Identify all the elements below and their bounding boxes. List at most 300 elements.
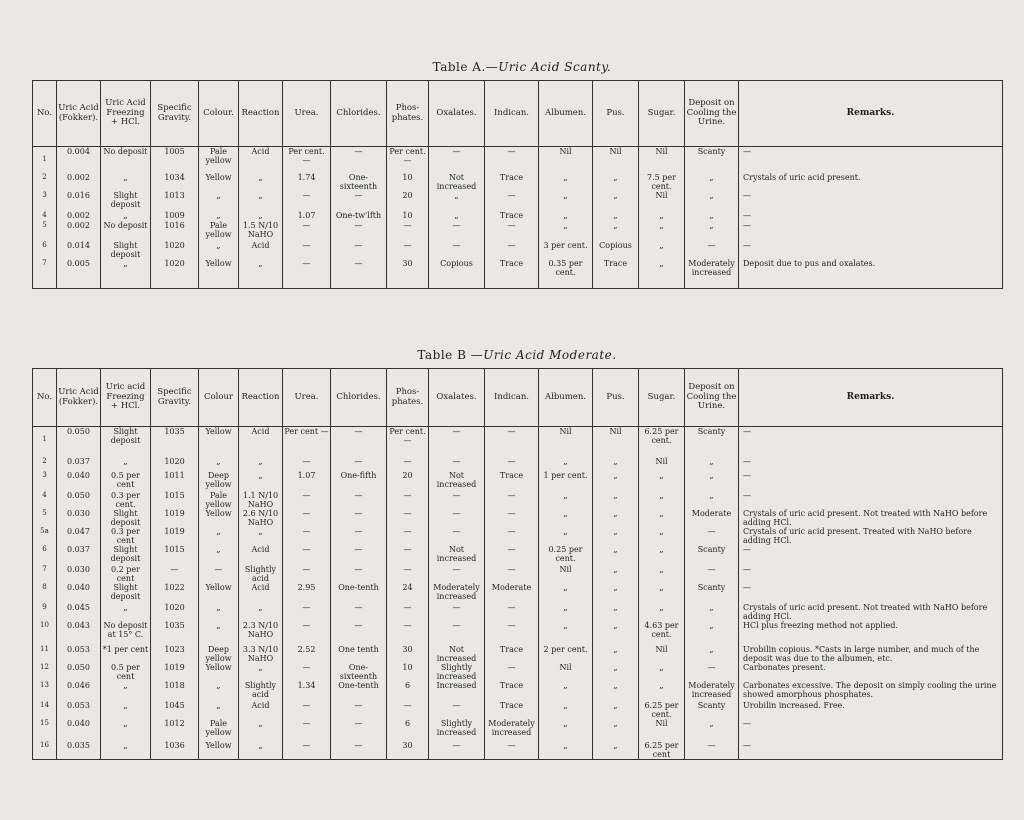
tableB-cell-deposit-on-cooling-the-urine	[685, 427, 739, 457]
tableB-cell-specific-gravity	[151, 621, 199, 645]
cell-text: 30	[402, 644, 413, 654]
tableB-cell-albumen	[539, 545, 593, 565]
tableA-cell-specific-gravity	[151, 147, 199, 173]
tableB-cell-sugar	[639, 545, 685, 565]
cell-text: —	[403, 564, 412, 574]
tableA-cell-albumen	[539, 147, 593, 173]
cell-text: „	[659, 508, 664, 518]
tableA-cell-uric-acid-fokker	[57, 259, 101, 289]
tableB-cell-phos-phates	[387, 427, 429, 457]
cell-text: „	[216, 680, 221, 690]
cell-text: —	[452, 456, 461, 466]
tableB-cell-oxalates	[429, 645, 485, 663]
tableB-cell-specific-gravity	[151, 491, 199, 509]
cell-text: „	[258, 172, 263, 182]
tableB-cell-phos-phates	[387, 719, 429, 741]
tableB-cell-chlorides	[331, 509, 387, 527]
tableA-cell-remarks	[739, 173, 1003, 191]
cell-text: Nil	[655, 456, 668, 466]
tableA-cell-albumen	[539, 221, 593, 241]
table-row	[33, 191, 1003, 211]
tableB-cell-pus	[593, 701, 639, 719]
cell-text: „	[123, 172, 128, 182]
tableA-cell-uric-acid-freezing-hcl	[101, 147, 151, 173]
tableB-cell-reaction	[239, 603, 283, 621]
tableB-cell-pus	[593, 583, 639, 603]
tableB-cell-reaction	[239, 681, 283, 701]
table-a	[32, 80, 1003, 289]
cell-text: 0.040	[67, 582, 90, 592]
tableB-cell-albumen	[539, 621, 593, 645]
table-row	[33, 565, 1003, 583]
tableB-cell-specific-gravity	[151, 565, 199, 583]
tableB-cell-colour	[199, 491, 239, 509]
tableA-cell-albumen	[539, 173, 593, 191]
tableB-cell-sugar	[639, 603, 685, 621]
cell-text: „	[563, 680, 568, 690]
cell-text: —	[403, 490, 412, 500]
tableB-cell-uric-acid-fokker	[57, 545, 101, 565]
tableB-cell-pus	[593, 427, 639, 457]
tableA-cell-oxalates	[429, 147, 485, 173]
cell-text: 10	[402, 210, 413, 220]
table-row	[33, 603, 1003, 621]
tableA-header-pus: Pus.	[593, 81, 639, 147]
cell-text: 10	[402, 172, 413, 182]
cell-text: Slightly acid	[244, 564, 277, 583]
tableB-cell-indican	[485, 645, 539, 663]
cell-text: Trace	[499, 172, 524, 182]
tableA-cell-phos-phates	[387, 147, 429, 173]
tableB-cell-sugar	[639, 583, 685, 603]
tableA-header-sugar: Sugar.	[639, 81, 685, 147]
cell-text: 5a	[40, 526, 49, 535]
tableB-cell-chlorides	[331, 471, 387, 491]
tableA-cell-remarks	[739, 211, 1003, 221]
table-a-title	[10, 60, 1024, 74]
cell-text: —	[743, 427, 751, 436]
cell-text: —	[302, 508, 311, 518]
cell-text: —	[354, 490, 363, 500]
tableB-cell-colour	[199, 681, 239, 701]
cell-text: „	[258, 190, 263, 200]
tableB-cell-specific-gravity	[151, 457, 199, 471]
cell-text: 1018	[164, 680, 185, 690]
cell-text: 4	[42, 490, 47, 499]
cell-text: 6	[42, 544, 47, 553]
tableB-cell-chlorides	[331, 603, 387, 621]
cell-text: —	[707, 740, 716, 750]
cell-text: —	[707, 662, 716, 672]
tableB-cell-sugar	[639, 645, 685, 663]
tableA-cell-urea	[283, 221, 331, 241]
cell-text: —	[403, 602, 412, 612]
cell-text: 2.52	[297, 644, 316, 654]
cell-text: —	[507, 508, 516, 518]
cell-text: —	[743, 490, 751, 500]
tableB-cell-reaction	[239, 719, 283, 741]
cell-text: Moderately increased	[488, 718, 535, 737]
tableB-cell-uric-acid-fokker	[57, 645, 101, 663]
cell-text: „	[563, 172, 568, 182]
cell-text: 1005	[164, 147, 185, 156]
cell-text: —	[354, 740, 363, 750]
cell-text: 0.016	[67, 190, 90, 200]
tableA-cell-colour	[199, 221, 239, 241]
tableB-cell-urea	[283, 545, 331, 565]
cell-text: „	[258, 470, 263, 480]
tableB-cell-specific-gravity	[151, 741, 199, 760]
tableB-cell-reaction	[239, 427, 283, 457]
cell-text: —	[507, 427, 516, 436]
tableB-cell-uric-acid-fokker	[57, 621, 101, 645]
tableB-cell-urea	[283, 603, 331, 621]
cell-text: —	[354, 147, 363, 156]
table-row	[33, 527, 1003, 545]
cell-text: Pale yellow	[205, 718, 232, 737]
cell-text: Per cent. —	[389, 427, 426, 445]
cell-text: „	[659, 680, 664, 690]
tableA-cell-reaction	[239, 259, 283, 289]
tableB-cell-oxalates	[429, 565, 485, 583]
cell-text: Moderately increased	[433, 582, 480, 601]
cell-text: —	[452, 427, 461, 436]
cell-text: Scanty	[697, 700, 726, 710]
cell-text: Nil	[655, 644, 668, 654]
cell-text: 3 per cent.	[543, 240, 588, 250]
tableB-cell-sugar	[639, 565, 685, 583]
cell-text: „	[216, 700, 221, 710]
cell-text: „	[216, 544, 221, 554]
cell-text: 1035	[164, 620, 185, 630]
tableB-cell-reaction	[239, 527, 283, 545]
table-row	[33, 471, 1003, 491]
cell-text: 1016	[164, 220, 185, 230]
cell-text: —	[743, 456, 751, 466]
cell-text: —	[302, 456, 311, 466]
cell-text: 1015	[164, 490, 185, 500]
tableA-cell-indican	[485, 173, 539, 191]
cell-text: —	[302, 620, 311, 630]
tableB-cell-uric-acid-fokker	[57, 509, 101, 527]
cell-text: Copious	[440, 258, 473, 268]
cell-text: —	[707, 564, 716, 574]
cell-text: „	[563, 526, 568, 536]
cell-text: „	[454, 210, 459, 220]
cell-text: —	[354, 718, 363, 728]
table-a-title-em: Uric Acid Scanty.	[498, 60, 612, 74]
tableA-cell-no	[33, 221, 57, 241]
cell-text: —	[507, 526, 516, 536]
table-row	[33, 509, 1003, 527]
cell-text: 0.043	[67, 620, 90, 630]
tableB-cell-uric-acid-freezing-hcl	[101, 701, 151, 719]
tableA-cell-oxalates	[429, 221, 485, 241]
cell-text: Nil	[655, 190, 668, 200]
cell-text: Slight deposit	[110, 582, 141, 601]
tableB-cell-oxalates	[429, 741, 485, 760]
cell-text: —	[354, 258, 363, 268]
tableB-cell-pus	[593, 645, 639, 663]
tableB-cell-uric-acid-fokker	[57, 491, 101, 509]
cell-text: 1045	[164, 700, 185, 710]
cell-text: —	[452, 220, 461, 230]
cell-text: „	[613, 602, 618, 612]
tableB-cell-deposit-on-cooling-the-urine	[685, 681, 739, 701]
tableB-cell-pus	[593, 491, 639, 509]
cell-text: —	[403, 508, 412, 518]
cell-text: 1 per cent.	[543, 470, 588, 480]
cell-text: 0.046	[67, 680, 90, 690]
cell-text: One-fifth	[340, 470, 377, 480]
cell-text: —	[403, 456, 412, 466]
table-b-title-prefix: Table B —	[417, 348, 484, 362]
cell-text: Trace	[603, 258, 628, 268]
tableB-cell-remarks	[739, 471, 1003, 491]
tableB-cell-specific-gravity	[151, 681, 199, 701]
cell-text: 1015	[164, 544, 185, 554]
cell-text: 1035	[164, 427, 185, 436]
cell-text: —	[354, 456, 363, 466]
tableB-cell-deposit-on-cooling-the-urine	[685, 491, 739, 509]
tableB-cell-indican	[485, 663, 539, 681]
tableB-cell-pus	[593, 545, 639, 565]
tableB-cell-colour	[199, 621, 239, 645]
tableA-cell-phos-phates	[387, 173, 429, 191]
cell-text: —	[170, 564, 179, 574]
tableB-cell-colour	[199, 645, 239, 663]
tableA-cell-sugar	[639, 191, 685, 211]
tableB-cell-urea	[283, 663, 331, 681]
tableA-cell-colour	[199, 211, 239, 221]
cell-text: Yellow	[205, 508, 232, 518]
cell-text: „	[216, 240, 221, 250]
cell-text: Carbonates present.	[743, 662, 826, 672]
tableB-cell-colour	[199, 457, 239, 471]
tableB-cell-oxalates	[429, 663, 485, 681]
tableA-cell-oxalates	[429, 173, 485, 191]
tableA-cell-chlorides	[331, 147, 387, 173]
tableB-cell-chlorides	[331, 621, 387, 645]
cell-text: „	[613, 662, 618, 672]
cell-text: 0.25 per cent.	[548, 544, 583, 563]
tableB-cell-phos-phates	[387, 527, 429, 545]
cell-text: 10	[402, 662, 413, 672]
tableB-cell-urea	[283, 427, 331, 457]
cell-text: 5	[42, 220, 47, 229]
cell-text: 1.5 N/10 NaHO	[242, 220, 279, 239]
tableA-cell-chlorides	[331, 221, 387, 241]
tableA-cell-urea	[283, 259, 331, 289]
cell-text: „	[563, 210, 568, 220]
cell-text: Not increased	[436, 470, 477, 489]
cell-text: —	[743, 544, 751, 554]
cell-text: —	[403, 620, 412, 630]
cell-text: 20	[402, 470, 413, 480]
cell-text: 1.74	[297, 172, 316, 182]
tableB-cell-oxalates	[429, 719, 485, 741]
tableB-cell-oxalates	[429, 471, 485, 491]
cell-text: „	[613, 564, 618, 574]
cell-text: —	[743, 564, 751, 574]
cell-text: —	[302, 240, 311, 250]
cell-text: 1009	[164, 210, 185, 220]
cell-text: Per cent. —	[288, 147, 325, 165]
tableA-cell-oxalates	[429, 259, 485, 289]
cell-text: 9	[42, 602, 47, 611]
cell-text: „	[613, 740, 618, 750]
tableA-cell-albumen	[539, 191, 593, 211]
tableB-cell-deposit-on-cooling-the-urine	[685, 621, 739, 645]
tableB-cell-pus	[593, 719, 639, 741]
cell-text: „	[258, 740, 263, 750]
cell-text: —	[403, 526, 412, 536]
cell-text: Nil	[559, 427, 572, 436]
tableB-cell-oxalates	[429, 681, 485, 701]
cell-text: Pale yellow	[205, 220, 232, 239]
tableB-cell-deposit-on-cooling-the-urine	[685, 719, 739, 741]
tableB-cell-uric-acid-freezing-hcl	[101, 565, 151, 583]
table-row	[33, 701, 1003, 719]
cell-text: —	[452, 564, 461, 574]
cell-text: Acid	[251, 700, 270, 710]
tableB-cell-remarks	[739, 583, 1003, 603]
tableB-cell-chlorides	[331, 527, 387, 545]
cell-text: Per cent —	[284, 427, 329, 436]
tableB-cell-no	[33, 719, 57, 741]
cell-text: —	[452, 602, 461, 612]
tableA-cell-deposit-on-cooling-the-urine	[685, 221, 739, 241]
cell-text: 0.050	[67, 427, 90, 436]
cell-text: —	[403, 700, 412, 710]
tableB-cell-specific-gravity	[151, 603, 199, 621]
cell-text: „	[659, 602, 664, 612]
cell-text: Deposit due to pus and oxalates.	[743, 258, 876, 268]
cell-text: Not increased	[436, 644, 477, 663]
cell-text: 4	[42, 210, 47, 219]
cell-text: Copious	[599, 240, 632, 250]
cell-text: Nil	[559, 662, 572, 672]
table-row	[33, 173, 1003, 191]
tableB-cell-deposit-on-cooling-the-urine	[685, 741, 739, 760]
cell-text: —	[302, 258, 311, 268]
cell-text: 1.07	[297, 210, 316, 220]
cell-text: Deep yellow	[205, 470, 232, 489]
cell-text: —	[507, 544, 516, 554]
tableA-cell-sugar	[639, 147, 685, 173]
tableB-cell-chlorides	[331, 457, 387, 471]
cell-text: „	[563, 490, 568, 500]
tableA-cell-reaction	[239, 173, 283, 191]
tableB-cell-colour	[199, 583, 239, 603]
cell-text: „	[659, 526, 664, 536]
cell-text: „	[709, 220, 714, 230]
cell-text: Crystals of uric acid present. Not treated with NaHO before adding HCl.	[743, 508, 988, 527]
cell-text: —	[507, 662, 516, 672]
cell-text: „	[123, 210, 128, 220]
cell-text: „	[613, 220, 618, 230]
cell-text: —	[302, 700, 311, 710]
tableA-cell-reaction	[239, 221, 283, 241]
tableB-cell-specific-gravity	[151, 583, 199, 603]
cell-text: 1.07	[297, 470, 316, 480]
tableA-header-indican: Indican.	[485, 81, 539, 147]
tableB-cell-indican	[485, 741, 539, 760]
cell-text: 0.037	[67, 456, 90, 466]
cell-text: 1019	[164, 508, 185, 518]
cell-text: —	[452, 526, 461, 536]
cell-text: —	[302, 564, 311, 574]
tableB-cell-reaction	[239, 471, 283, 491]
cell-text: „	[659, 220, 664, 230]
cell-text: —	[354, 190, 363, 200]
tableB-cell-pus	[593, 663, 639, 681]
cell-text: Nil	[655, 718, 668, 728]
tableA-cell-pus	[593, 147, 639, 173]
cell-text: —	[302, 544, 311, 554]
tableB-cell-colour	[199, 565, 239, 583]
tableB-cell-uric-acid-freezing-hcl	[101, 603, 151, 621]
tableA-cell-deposit-on-cooling-the-urine	[685, 191, 739, 211]
cell-text: —	[354, 620, 363, 630]
tableA-cell-sugar	[639, 173, 685, 191]
tableB-cell-colour	[199, 427, 239, 457]
cell-text: 0.037	[67, 544, 90, 554]
tableA-cell-uric-acid-fokker	[57, 211, 101, 221]
cell-text: Moderate	[491, 582, 532, 592]
tableB-cell-no	[33, 565, 57, 583]
cell-text: 2.95	[297, 582, 316, 592]
table-row	[33, 427, 1003, 457]
tableB-cell-albumen	[539, 701, 593, 719]
tableA-cell-deposit-on-cooling-the-urine	[685, 241, 739, 259]
cell-text: „	[258, 718, 263, 728]
cell-text: Per cent. —	[389, 147, 426, 165]
cell-text: 2.6 N/10 NaHO	[242, 508, 279, 527]
tableB-header-specific-gravity: Specific Gravity.	[151, 369, 199, 427]
cell-text: „	[709, 456, 714, 466]
tableA-cell-colour	[199, 259, 239, 289]
cell-text: „	[613, 680, 618, 690]
tableB-cell-reaction	[239, 565, 283, 583]
cell-text: 1036	[164, 740, 185, 750]
tableB-header-albumen: Albumen.	[539, 369, 593, 427]
cell-text: Scanty	[697, 544, 726, 554]
cell-text: Yellow	[205, 258, 232, 268]
tableA-cell-phos-phates	[387, 191, 429, 211]
tableA-cell-pus	[593, 211, 639, 221]
cell-text: „	[563, 620, 568, 630]
tableB-cell-no	[33, 527, 57, 545]
tableB-cell-indican	[485, 509, 539, 527]
tableB-cell-indican	[485, 457, 539, 471]
cell-text: —	[452, 147, 461, 156]
cell-text: —	[743, 147, 751, 156]
cell-text: „	[659, 662, 664, 672]
tableB-cell-remarks	[739, 719, 1003, 741]
tableA-cell-pus	[593, 241, 639, 259]
tableB-cell-urea	[283, 491, 331, 509]
cell-text: Yellow	[205, 582, 232, 592]
cell-text: Acid	[251, 582, 270, 592]
cell-text: —	[707, 526, 716, 536]
cell-text: —	[743, 220, 751, 230]
tableB-cell-remarks	[739, 645, 1003, 663]
tableA-cell-indican	[485, 241, 539, 259]
table-row	[33, 211, 1003, 221]
tableB-cell-deposit-on-cooling-the-urine	[685, 471, 739, 491]
tableA-cell-no	[33, 173, 57, 191]
